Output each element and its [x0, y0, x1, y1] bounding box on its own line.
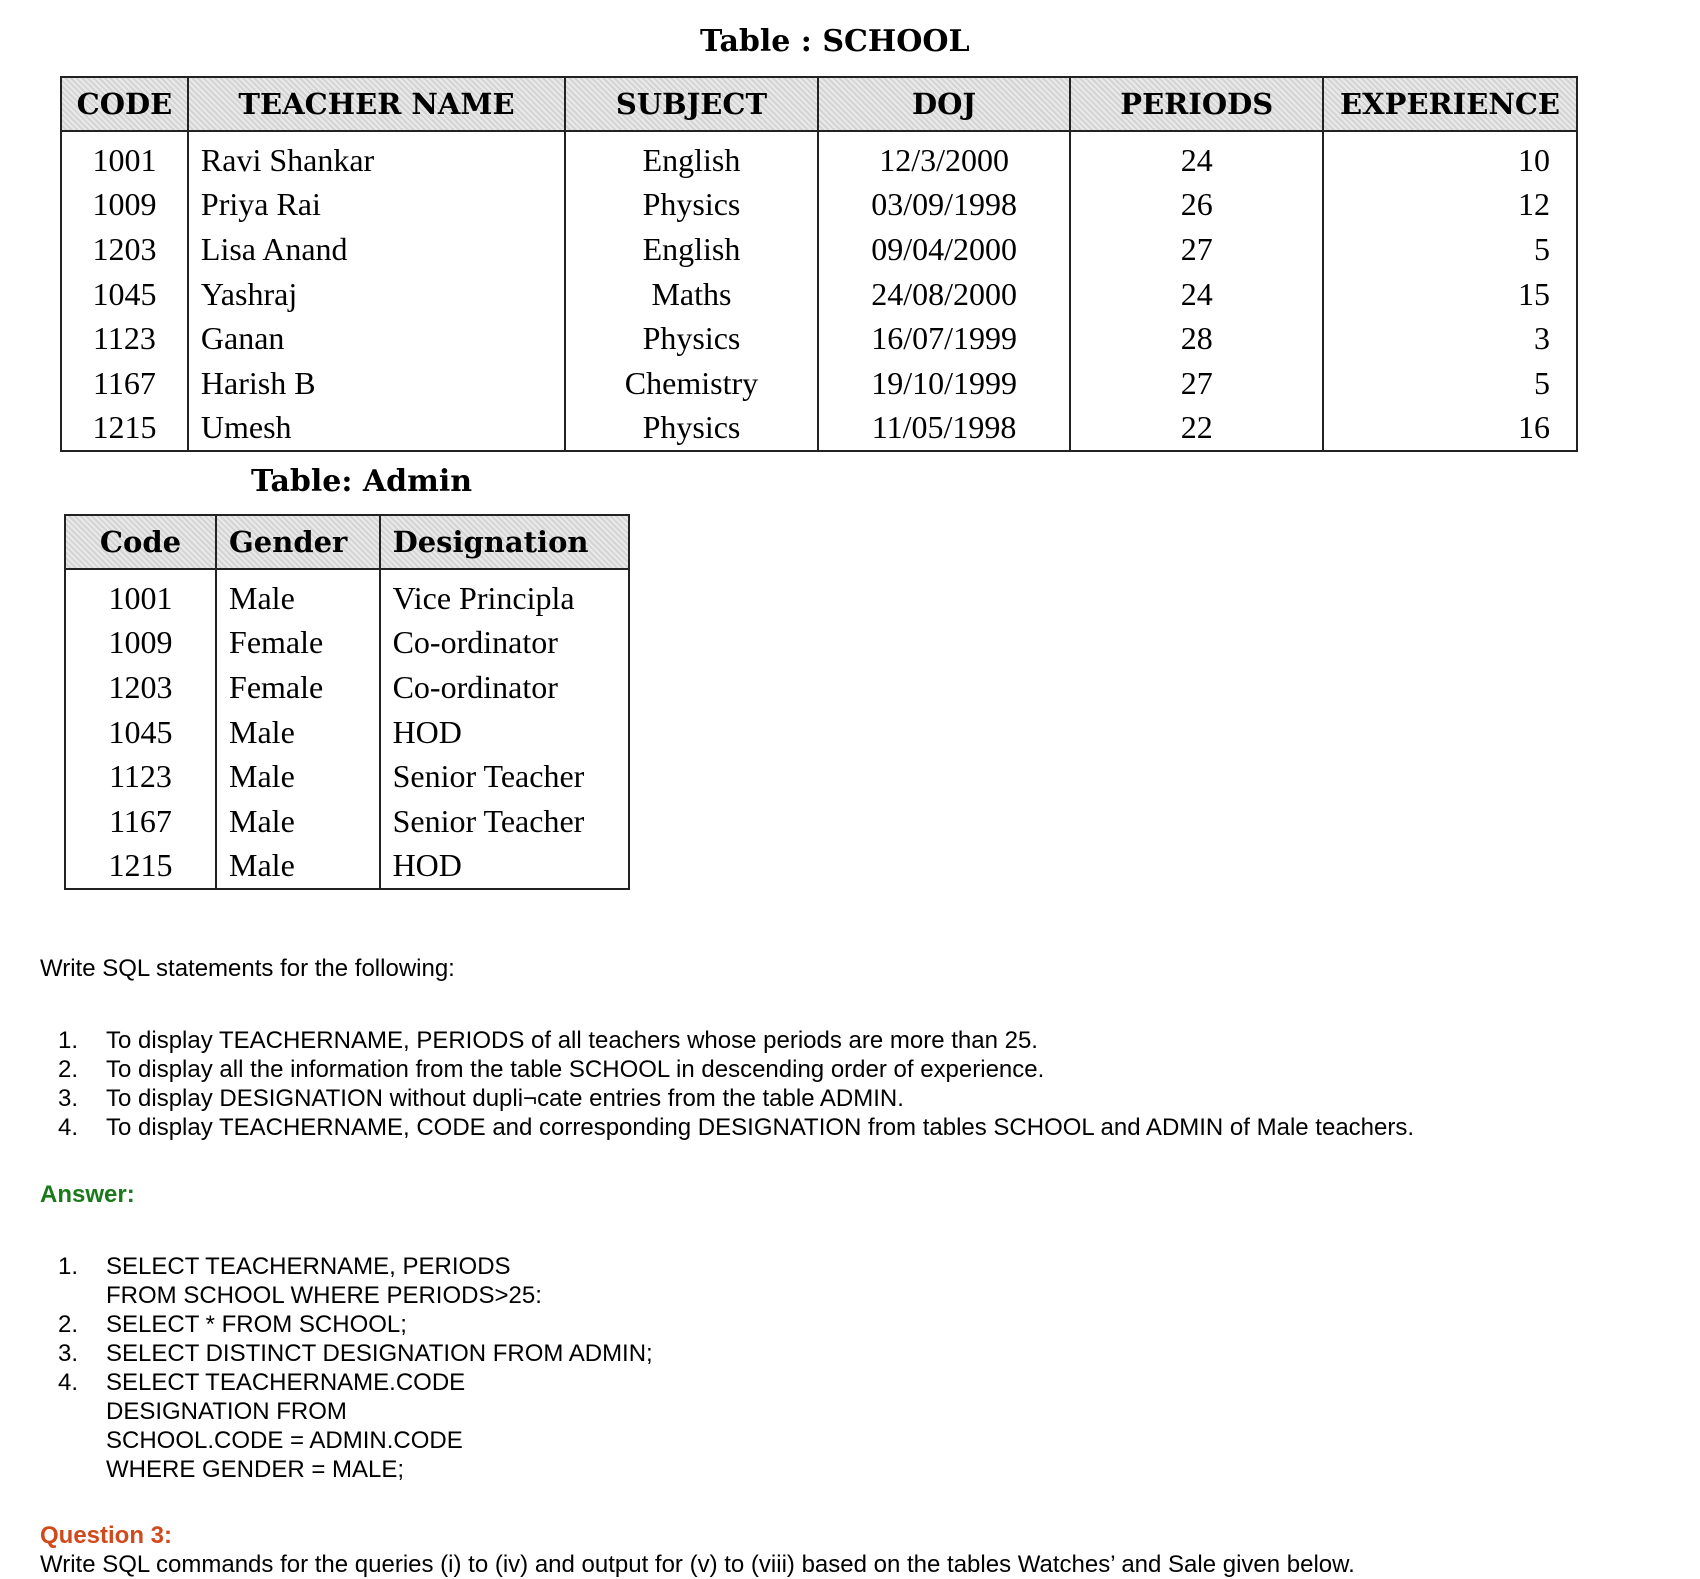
admin-cell-code: 1167 — [65, 799, 216, 844]
admin-cell-gender: Female — [216, 665, 380, 710]
admin-header-gender: Gender — [216, 515, 380, 569]
list-item — [40, 1252, 1240, 1310]
admin-cell-code: 1009 — [65, 621, 216, 666]
answer-line: SELECT TEACHERNAME.CODE — [106, 1369, 466, 1396]
answer-line: DESIGNATION FROM — [106, 1398, 347, 1425]
admin-cell-code: 1203 — [65, 665, 216, 710]
school-cell-teacher-name: Umesh — [188, 406, 565, 452]
answer-line: SELECT * FROM SCHOOL; — [106, 1311, 407, 1338]
question-number: 4. — [58, 1114, 79, 1141]
admin-cell-gender: Male — [216, 844, 380, 890]
school-cell-periods: 24 — [1070, 272, 1323, 317]
school-cell-doj: 19/10/1999 — [818, 361, 1071, 406]
list-item — [40, 1339, 1240, 1368]
school-header-doj: DOJ — [818, 77, 1071, 131]
answer-line: WHERE GENDER = MALE; — [106, 1456, 405, 1483]
school-cell-experience: 5 — [1323, 227, 1577, 272]
answer-line: FROM SCHOOL WHERE PERIODS>25: — [106, 1282, 542, 1309]
admin-header-code: Code — [65, 515, 216, 569]
question-number: 1. — [58, 1027, 79, 1054]
answer-line: SELECT DISTINCT DESIGNATION FROM ADMIN; — [106, 1340, 653, 1367]
school-cell-periods: 24 — [1070, 131, 1323, 183]
school-cell-teacher-name: Lisa Anand — [188, 227, 565, 272]
table-row — [65, 621, 629, 666]
school-cell-teacher-name: Harish B — [188, 361, 565, 406]
school-header-periods: PERIODS — [1070, 77, 1323, 131]
school-cell-doj: 12/3/2000 — [818, 131, 1071, 183]
question-text: To display TEACHERNAME, CODE and corresponding DESIGNATION from tables SCHOOL and ADMIN of Male teachers. — [106, 1114, 1415, 1141]
list-item — [40, 1113, 1660, 1142]
admin-cell-gender: Female — [216, 621, 380, 666]
school-header-row — [61, 77, 1577, 131]
list-item — [40, 1084, 1660, 1113]
school-cell-teacher-name: Yashraj — [188, 272, 565, 317]
question-list — [40, 1026, 1660, 1142]
table-row — [61, 227, 1577, 272]
admin-cell-code: 1001 — [65, 569, 216, 621]
school-header-subject: SUBJECT — [565, 77, 818, 131]
school-cell-subject: English — [565, 131, 818, 183]
table-row — [65, 665, 629, 710]
answer-number: 3. — [58, 1340, 79, 1367]
school-cell-subject: Physics — [565, 406, 818, 452]
admin-cell-designation: Senior Teacher — [380, 799, 629, 844]
question-number: 3. — [58, 1085, 79, 1112]
answer-number: 1. — [58, 1253, 79, 1280]
admin-cell-designation: Senior Teacher — [380, 754, 629, 799]
school-cell-code: 1123 — [61, 316, 188, 361]
school-cell-subject: Chemistry — [565, 361, 818, 406]
list-item — [40, 1368, 1240, 1484]
school-cell-experience: 5 — [1323, 361, 1577, 406]
school-header-teacher-name: TEACHER NAME — [188, 77, 565, 131]
school-cell-doj: 09/04/2000 — [818, 227, 1071, 272]
admin-cell-code: 1123 — [65, 754, 216, 799]
school-cell-teacher-name: Ganan — [188, 316, 565, 361]
question-text: To display DESIGNATION without dupli¬cate entries from the table ADMIN. — [106, 1085, 904, 1112]
table-row — [61, 406, 1577, 452]
school-cell-experience: 15 — [1323, 272, 1577, 317]
answer-label: Answer: — [40, 1181, 135, 1208]
question-3-text: Write SQL commands for the queries (i) to (iv) and output for (v) to (viii) based on the tables Watches’ and Sale given below. — [40, 1551, 1355, 1578]
table-row — [61, 272, 1577, 317]
table-row — [65, 710, 629, 755]
admin-cell-designation: HOD — [380, 710, 629, 755]
answer-number: 4. — [58, 1369, 79, 1396]
school-cell-periods: 27 — [1070, 227, 1323, 272]
admin-cell-designation: Vice Principla — [380, 569, 629, 621]
admin-header-designation: Designation — [380, 515, 629, 569]
school-cell-doj: 24/08/2000 — [818, 272, 1071, 317]
school-cell-doj: 16/07/1999 — [818, 316, 1071, 361]
school-cell-periods: 28 — [1070, 316, 1323, 361]
school-cell-code: 1001 — [61, 131, 188, 183]
school-cell-code: 1167 — [61, 361, 188, 406]
table-row — [61, 183, 1577, 228]
admin-cell-designation: Co-ordinator — [380, 621, 629, 666]
table-row — [65, 569, 629, 621]
admin-table — [64, 514, 630, 890]
school-cell-experience: 16 — [1323, 406, 1577, 452]
table-row — [65, 799, 629, 844]
answer-list — [40, 1252, 1240, 1484]
list-item — [40, 1310, 1240, 1339]
admin-cell-gender: Male — [216, 799, 380, 844]
school-cell-teacher-name: Priya Rai — [188, 183, 565, 228]
answer-line: SCHOOL.CODE = ADMIN.CODE — [106, 1427, 463, 1454]
question-text: To display all the information from the table SCHOOL in descending order of experience. — [106, 1056, 1045, 1083]
school-cell-code: 1215 — [61, 406, 188, 452]
school-cell-subject: English — [565, 227, 818, 272]
school-cell-code: 1045 — [61, 272, 188, 317]
school-header-experience: EXPERIENCE — [1323, 77, 1577, 131]
answer-line: SELECT TEACHERNAME, PERIODS — [106, 1253, 511, 1280]
school-cell-periods: 27 — [1070, 361, 1323, 406]
question-text: To display TEACHERNAME, PERIODS of all teachers whose periods are more than 25. — [106, 1027, 1038, 1054]
table-row — [61, 316, 1577, 361]
school-cell-code: 1009 — [61, 183, 188, 228]
school-cell-doj: 11/05/1998 — [818, 406, 1071, 452]
admin-cell-code: 1045 — [65, 710, 216, 755]
school-cell-doj: 03/09/1998 — [818, 183, 1071, 228]
table-row — [61, 131, 1577, 183]
school-cell-subject: Physics — [565, 183, 818, 228]
school-table-title: Table : SCHOOL — [700, 24, 970, 59]
school-cell-experience: 12 — [1323, 183, 1577, 228]
school-cell-periods: 26 — [1070, 183, 1323, 228]
school-cell-experience: 3 — [1323, 316, 1577, 361]
question-number: 2. — [58, 1056, 79, 1083]
school-header-code: CODE — [61, 77, 188, 131]
admin-cell-code: 1215 — [65, 844, 216, 890]
question-3-label: Question 3: — [40, 1522, 173, 1549]
admin-header-row — [65, 515, 629, 569]
school-cell-periods: 22 — [1070, 406, 1323, 452]
answer-number: 2. — [58, 1311, 79, 1338]
list-item — [40, 1026, 1660, 1055]
admin-cell-gender: Male — [216, 710, 380, 755]
school-cell-code: 1203 — [61, 227, 188, 272]
school-cell-subject: Maths — [565, 272, 818, 317]
list-item — [40, 1055, 1660, 1084]
table-row — [61, 361, 1577, 406]
school-cell-subject: Physics — [565, 316, 818, 361]
admin-cell-designation: HOD — [380, 844, 629, 890]
admin-table-title: Table: Admin — [251, 464, 473, 499]
table-row — [65, 844, 629, 890]
instructions-text: Write SQL statements for the following: — [40, 955, 455, 982]
table-row — [65, 754, 629, 799]
admin-cell-gender: Male — [216, 569, 380, 621]
admin-cell-designation: Co-ordinator — [380, 665, 629, 710]
admin-cell-gender: Male — [216, 754, 380, 799]
school-cell-experience: 10 — [1323, 131, 1577, 183]
school-table — [60, 76, 1578, 452]
school-cell-teacher-name: Ravi Shankar — [188, 131, 565, 183]
